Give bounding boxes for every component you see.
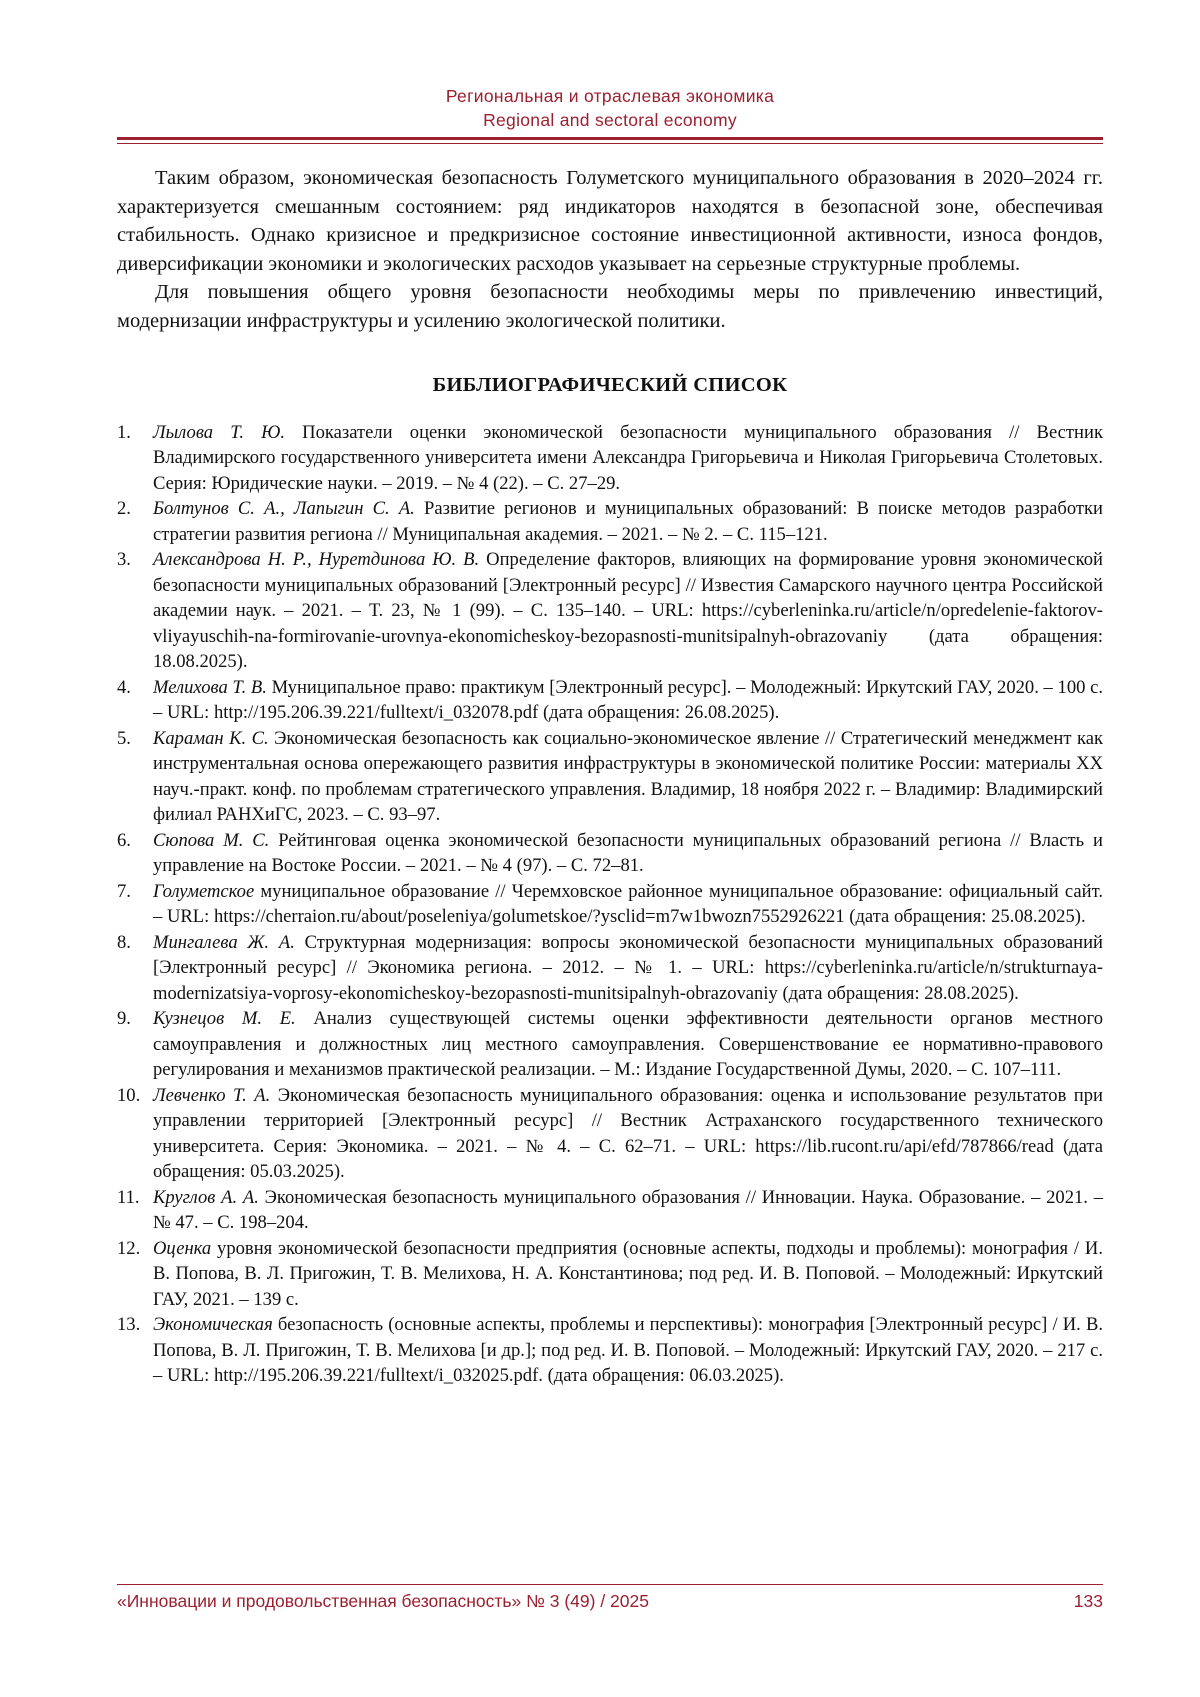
body-paragraph-1: Таким образом, экономическая безопасность Голуметского муниципального образования в 2020–2024 гг. характеризуется смешанным состоянием: ряд индикаторов находятся в безопасной зоне, обеспечивая стабильность. Однако кризисное и предкризисное состояние инвестиционной активности, износа фондов, диверсификации экономики и экологических расходов указывает на серьезные структурные проблемы. <box>117 167 1103 275</box>
bibliography-item-author: Мингалева Ж. А. <box>153 931 295 953</box>
bibliography-item-author: Левченко Т. А. <box>153 1084 271 1106</box>
running-header <box>117 84 1103 132</box>
bibliography-item-text: Анализ существующей системы оценки эффективности деятельности органов местного самоуправления и должностных лиц местного самоуправления. Совершенствование ее нормативно-правового регулирования и механизмов практической реализации. – М.: Издание Государственной Думы, 2020. – С. 107–111. <box>153 1008 1103 1080</box>
page-content <box>117 164 1103 1389</box>
bibliography-item-text: Структурная модернизация: вопросы экономической безопасности муниципальных образований [Электронный ресурс] // Экономика региона. – 2012. – № 1. – URL: https://cyberleninka.ru/article/n/strukturnaya-modernizatsiya-voprosy-ekonomicheskoy-bezopasnosti-munitsipalnyh-obrazovaniy (дата обращения: 28.08.2025). <box>153 931 1103 1004</box>
bibliography-item <box>117 726 1103 828</box>
bibliography-item <box>117 675 1103 726</box>
bibliography-item-number: 3. <box>117 549 131 570</box>
bibliography-item-text: Развитие регионов и муниципальных образований: В поиске методов разработки стратегии развития региона // Муниципальная академия. – 2021. – № 2. – С. 115–121. <box>153 498 1103 545</box>
bibliography-item <box>117 547 1103 675</box>
header-title-en: Regional and sectoral economy <box>483 110 737 130</box>
bibliography-item-text: уровня экономической безопасности предприятия (основные аспекты, подходы и проблемы): монография / И. В. Попова, В. Л. Пригожин, Т. В. Мелихова, Н. А. Константинова; под ред. И. В. Поповой. – Молодежный: Иркутский ГАУ, 2021. – 139 с. <box>153 1237 1103 1310</box>
header-rule-thin <box>117 143 1103 144</box>
footer-journal: «Инновации и продовольственная безопасность» № 3 (49) / 2025 <box>117 1591 649 1611</box>
bibliography-item-text: безопасность (основные аспекты, проблемы и перспективы): монография [Электронный ресурс] / И. В. Попова, В. Л. Пригожин, Т. В. Мелихова [и др.]; под ред. И. В. Поповой. – Молодежный: Иркутский ГАУ, 2020. – 217 с. – URL: http://195.206.39.221/fulltext/i_032025.pdf. (дата обращения: 06.03.2025). <box>153 1314 1103 1386</box>
bibliography-item <box>117 1185 1103 1236</box>
page-number: 133 <box>1073 1591 1103 1611</box>
bibliography-item-author: Оценка <box>153 1237 212 1259</box>
bibliography-item-number: 2. <box>117 498 131 519</box>
bibliography-item-number: 1. <box>117 421 131 443</box>
bibliography-item-author: Караман К. С. <box>153 727 269 749</box>
bibliography-item-number: 4. <box>117 676 131 698</box>
bibliography-item-number: 9. <box>117 1008 131 1029</box>
bibliography-list <box>117 420 1103 1389</box>
header-rule-thick <box>117 137 1103 140</box>
bibliography-item-author: Лылова Т. Ю. <box>153 421 286 443</box>
bibliography-item-text: Показатели оценки экономической безопасности муниципального образования // Вестник Владимирского государственного университета имени Александра Григорьевича и Николая Григорьевича Столетовых. Серия: Юридические науки. – 2019. – № 4 (22). – С. 27–29. <box>153 421 1103 494</box>
bibliography-item-author: Александрова Н. Р., Нуретдинова Ю. В. <box>153 549 480 570</box>
bibliography-item-number: 7. <box>117 880 131 902</box>
bibliography-item-text: Экономическая безопасность как социально-экономическое явление // Стратегический менеджмент как инструментальная основа опережающего развития инфраструктуры в экономической политике России: материалы XX науч.-практ. конф. по проблемам стратегического управления. Владимир, 18 ноября 2022 г. – Владимир: Владимирский филиал РАНХиГС, 2023. – С. 93–97. <box>153 727 1104 825</box>
body-paragraph-2: Для повышения общего уровня безопасности необходимы меры по привлечению инвестиций, модернизации инфраструктуры и усилению экологической политики. <box>117 281 1103 332</box>
bibliography-item-number: 11. <box>117 1186 140 1208</box>
bibliography-item-author: Сюпова М. С. <box>153 829 270 851</box>
bibliography-item-number: 13. <box>117 1314 141 1335</box>
bibliography-item <box>117 879 1103 930</box>
bibliography-item <box>117 930 1103 1007</box>
bibliography-item <box>117 1312 1103 1389</box>
bibliography-item-text: Рейтинговая оценка экономической безопасности муниципальных образований региона // Власть и управление на Востоке России. – 2021. – № 4 (97). – С. 72–81. <box>153 829 1103 876</box>
bibliography-item <box>117 1006 1103 1083</box>
bibliography-item-author: Кузнецов М. Е. <box>153 1008 296 1029</box>
bibliography-item <box>117 420 1103 497</box>
bibliography-item-author: Мелихова Т. В. <box>153 676 267 698</box>
bibliography-item-text: Муниципальное право: практикум [Электронный ресурс]. – Молодежный: Иркутский ГАУ, 2020. – 100 с. – URL: http://195.206.39.221/fulltext/i_032078.pdf (дата обращения: 26.08.2025). <box>153 676 1103 723</box>
bibliography-item-text: Экономическая безопасность муниципального образования: оценка и использование результатов при управлении территорией [Электронный ресурс] // Вестник Астраханского государственного технического университета. Серия: Экономика. – 2021. – № 4. – С. 62–71. – URL: https://lib.rucont.ru/api/efd/787866/read (дата обращения: 05.03.2025). <box>153 1084 1103 1182</box>
bibliography-title: БИБЛИОГРАФИЧЕСКИЙ СПИСОК <box>432 374 788 396</box>
bibliography-item-text: Определение факторов, влияющих на формирование уровня экономической безопасности муниципальных образований [Электронный ресурс] // Известия Самарского научного центра Российской академии наук. – 2021. – Т. 23, № 1 (99). – С. 135–140. – URL: https://cyberleninka.ru/article/n/opredelenie-faktorov-vliyayuschih-na-formirovanie-urovnya-ekonomicheskoy-bezopasnosti-munitsipalnyh-obrazovaniy (дата обращения: 18.08.2025). <box>153 549 1103 672</box>
running-footer <box>117 1584 1103 1611</box>
header-title-ru: Региональная и отраслевая экономика <box>445 86 775 106</box>
bibliography-item-author: Голуметское <box>153 880 255 902</box>
bibliography-item-author: Круглов А. А. <box>153 1186 259 1208</box>
bibliography-item-number: 5. <box>117 727 131 749</box>
bibliography-item <box>117 1236 1103 1313</box>
bibliography-item-number: 12. <box>117 1237 141 1259</box>
bibliography-item-text: Экономическая безопасность муниципального образования // Инновации. Наука. Образование. – 2021. – № 47. – С. 198–204. <box>153 1186 1103 1233</box>
bibliography-item <box>117 496 1103 547</box>
bibliography-item-author: Экономическая <box>153 1314 273 1335</box>
bibliography-item-number: 6. <box>117 829 131 851</box>
bibliography-item-number: 10. <box>117 1084 141 1106</box>
bibliography-item-author: Болтунов С. А., Лапыгин С. А. <box>153 498 415 519</box>
header-divider <box>117 137 1103 144</box>
bibliography-item <box>117 1083 1103 1185</box>
bibliography-item-text: муниципальное образование // Черемховское районное муниципальное образование: официальный сайт. – URL: https://cherraion.ru/about/poseleniya/golumetskoe/?ysclid=m7w1bwozn7552926221 (дата обращения: 25.08.2025). <box>153 880 1103 927</box>
bibliography-item <box>117 828 1103 879</box>
bibliography-item-number: 8. <box>117 931 131 953</box>
